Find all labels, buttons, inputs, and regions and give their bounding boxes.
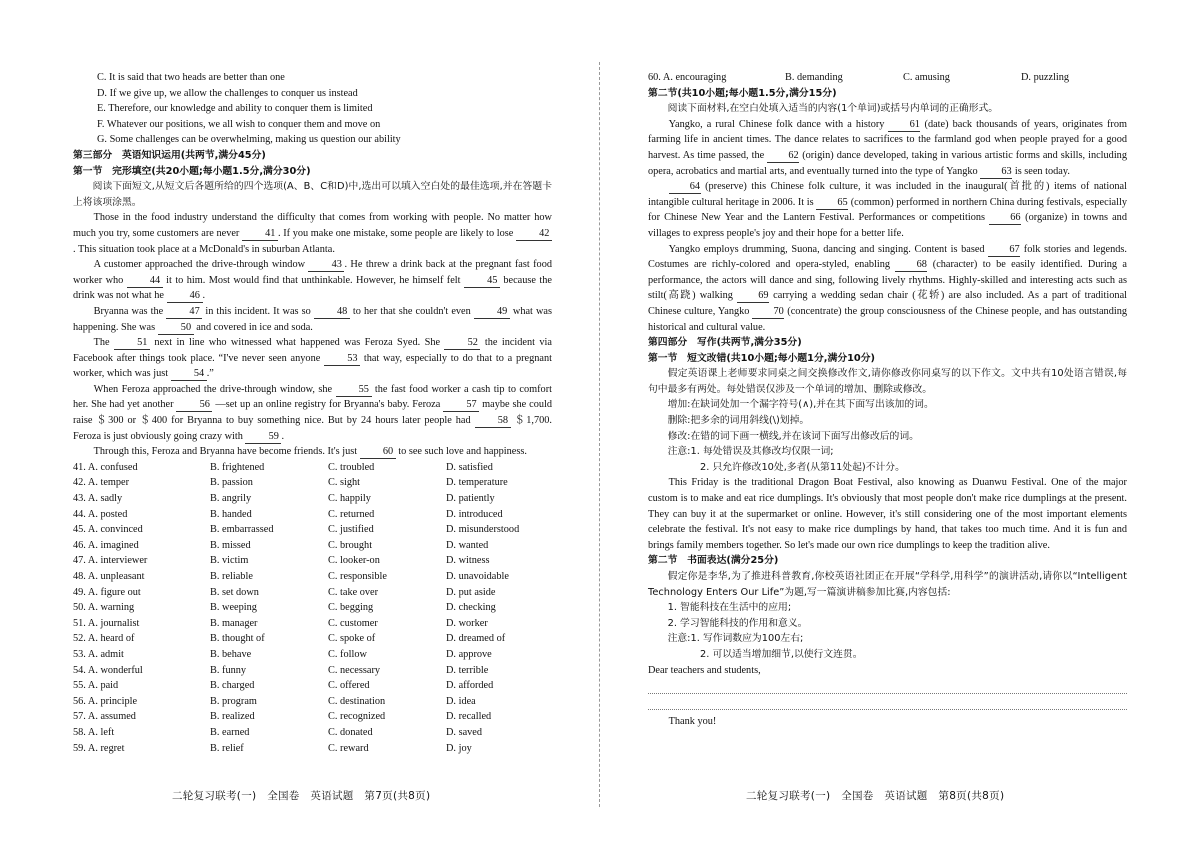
option-cell: C. brought [328,539,373,551]
option-cell: B. manager [210,617,258,629]
option-e: E. Therefore, our knowledge and ability to conquer them is limited [97,103,373,115]
part4-title: 第四部分 写作(共两节,满分35分) [648,337,802,349]
option-cell: 53. A. admit [73,648,124,660]
option-cell: 58. A. left [73,726,115,738]
writing-note-1: 注意:1. 写作词数应为100左右; [667,633,804,645]
blank-64: 64 [669,181,701,194]
option-cell: C. customer [328,617,378,629]
option-cell: D. terrible [446,664,489,676]
option-cell: C. donated [328,726,373,738]
option-cell: C. spoke of [328,633,376,645]
option-cell: 48. A. unpleasant [73,571,145,582]
option-cell: B. thought of [210,633,265,645]
option-cell: D. unavoidable [446,571,509,582]
section2-instructions: 阅读下面材料,在空白处填入适当的内容(1个单词)或括号内单词的正确形式。 [667,103,999,115]
grammar-fill-passage [648,117,1127,335]
blank-57: 57 [443,399,479,412]
writing-line [648,694,1127,710]
option-cell: 45. A. convinced [73,524,143,536]
option-cell: D. saved [446,726,483,738]
option-cell: C. necessary [328,664,381,676]
option-cell: B. handed [210,508,252,520]
option-cell: B. angrily [210,493,252,505]
option-cell: 44. A. posted [73,508,128,520]
option-cell: C. destination [328,695,386,707]
option-cell: C. returned [328,508,375,520]
option-cell: B. charged [210,680,255,692]
option-f: F. Whatever our positions, we all wish to conquer them and move on [97,118,381,130]
question-60-options [648,70,1127,86]
option-cell: B. passion [210,477,253,489]
blank-58: 58 [475,415,511,428]
blank-53: 53 [324,353,360,366]
blank-63: 63 [980,166,1012,179]
blank-65: 65 [816,197,848,210]
option-cell: D. afforded [446,680,494,692]
blank-66: 66 [989,212,1021,225]
section1-title: 第一节 完形填空(共20小题;每小题1.5分,满分30分) [73,165,311,177]
right-page [648,70,1127,730]
option-cell: D. checking [446,602,496,614]
option-c: C. It is said that two heads are better than one [97,72,285,83]
writing-point-1: 1. 智能科技在生活中的应用; [667,602,792,614]
option-cell: D. worker [446,617,488,629]
option-cell: B. embarrassed [210,524,274,536]
writing-instructions: 假定你是李华,为了推进科普教育,你校英语社团正在开展“学科学,用科学”的演讲活动,请你以“Intelligent Technology Enters Our Life”为题,写一篇演讲稿参加比赛,内容包括: [648,571,1127,598]
option-cell: C. justified [328,524,374,536]
rule-note-1: 注意:1. 每处错误及其修改均仅限一词; [667,446,834,458]
blank-45: 45 [464,275,500,288]
option-cell: C. reward [328,742,369,754]
blank-54: 54 [171,368,207,381]
option-cell: C. take over [328,586,379,598]
option-cell: B. behave [210,648,252,660]
rule-add: 增加:在缺词处加一个漏字符号(∧),并在其下面写出该加的词。 [667,399,934,411]
page-footer-right: 二轮复习联考(一) 全国卷 英语试题 第8页(共8页) [746,790,1005,802]
rule-note-2: 2. 只允许修改10处,多者(从第11处起)不计分。 [700,461,905,473]
blank-50: 50 [158,322,194,335]
section1-instructions: 阅读下面短文,从短文后各题所给的四个选项(A、B、C和D)中,选出可以填入空白处的最佳选项,并在答题卡上将该项涂黑。 [73,181,552,208]
option-cell: D. idea [446,695,476,707]
passage-paragraph: Yangko, a rural Chinese folk dance with a history 61 (date) back thousands of years, originates from farming life in ancient times. The dance relates to sacrifices to the farmland god when people prayed for a good harvest. As time passed, the 62 (origin) dance developed, taking in various artistic forms and skills, including opera, acrobatics and martial arts, and eventually turned into the type of Yangko 63 is seen today. [648,118,1127,177]
option-cell: D. put aside [446,586,496,598]
blank-44: 44 [127,275,163,288]
option-cell: B. earned [210,726,250,738]
essay-greeting: Dear teachers and students, [648,664,761,676]
passage-paragraph: Those in the food industry understand the difficulty that comes from working with people. No matter how much you try, some customers are never 41 . If you make one mistake, some people are likely to lose 42. This situation took place at a McDonald's in suburban Atlanta. [73,212,552,255]
option-cell: 56. A. principle [73,695,138,707]
option-cell: C. offered [328,680,370,692]
option-cell: C. begging [328,602,374,614]
passage-paragraph: Yangko employs drumming, Suona, dancing and singing. Content is based 67 folk stories and legends. Costumes are richly-colored and opera-styled, enabling 68 (character) to be easily identified. During a performance, the actors will dance and sing, following lively rhythms. Highly-skilled and interesting acts such as stilt(高跷) walking 69 carrying a wedding sedan chair (花轿) are also included. As a part of traditional Chinese culture, Yangko 70 (concentrate) the group consciousness of the Chinese people, and has outstanding historical and cultural value. [648,243,1127,333]
blank-52: 52 [444,337,480,350]
option-cell: 43. A. sadly [73,493,123,505]
option-cell: B. realized [210,711,255,723]
writing-line [648,678,1127,694]
left-page [73,70,552,756]
blank-60: 60 [360,446,396,459]
option-cell: B. set down [210,586,259,598]
option-cell: 55. A. paid [73,680,119,692]
passage-paragraph: A customer approached the drive-through window 43 . He threw a drink back at the pregnant fast food worker who 44 it to him. Most would find that unthinkable. However, he himself felt 45 because the drink was not what he 46 . [73,259,552,302]
page-footer-left: 二轮复习联考(一) 全国卷 英语试题 第7页(共8页) [172,790,431,802]
passage-paragraph: 64 (preserve) this Chinese folk culture, it was included in the inaugural(首批的) items of national intangible cultural heritage in 2006. It is 65 (common) performed in northern China during festivals, especially for Chinese New Year and the Lantern Festival. Performances or competitions 66 (organize) in towns and villages to express people's joy and their hope for a better life. [648,181,1128,239]
option-cell: B. relief [210,742,244,754]
blank-68: 68 [895,259,927,272]
option-cell: 41. A. confused [73,461,138,473]
option-cell: D. patiently [446,493,495,505]
option-cell: 42. A. temper [73,477,130,489]
option-cell: 59. A. regret [73,742,125,754]
option-cell: C. looker-on [328,555,380,567]
option-cell: 51. A. journalist [73,617,140,629]
q60-option-c: C. amusing [903,72,950,83]
answer-options [73,460,552,756]
option-cell: D. approve [446,648,492,660]
option-cell: D. temperature [446,477,508,489]
writing-point-2: 2. 学习智能科技的作用和意义。 [667,617,808,629]
error-correction-text: This Friday is the traditional Dragon Boat Festival, also knowing as Duanwu Festival. One of the major custom is to make and eat rice dumplings. It's obviously that most people don't make rice dumplings at the present. They can buy it at the supermarket or online. However, it's still considering one of the most important elements celebrate the festival. It's not easy to make rice dumplings by hand, that takes too much time. And it is fun and brings family members together. So let's made our own rice dumplings to keep the tradition alive. [648,477,1127,551]
option-cell: 57. A. assumed [73,711,136,723]
writing-title: 第二节 书面表达(满分25分) [648,555,779,567]
rule-modify: 修改:在错的词下画一横线,并在该词下面写出修改后的词。 [667,430,919,442]
blank-69: 69 [737,290,769,303]
error-correction-instructions: 假定英语课上老师要求同桌之间交换修改作文,请你修改你同桌写的以下作文。文中共有10处语言错误,每句中最多有两处。每处错误仅涉及一个单词的增加、删除或修改。 [648,368,1127,395]
blank-43: 43 [308,259,344,272]
option-cell: B. victim [210,555,249,567]
option-d: D. If we give up, we allow the challenges to conquer us instead [97,87,358,99]
option-cell: B. program [210,695,257,707]
option-cell: D. dreamed of [446,633,506,645]
blank-62: 62 [767,150,799,163]
part3-title: 第三部分 英语知识运用(共两节,满分45分) [73,149,266,161]
passage-paragraph: When Feroza approached the drive-through window, she 55 the fast food worker a cash tip to comfort her. She had yet another 56 —set up an online registry for Bryanna's baby. Feroza 57 maybe she could raise ＄300 or ＄400 for Bryanna to buy something nice. But by 24 hours later people had 58 ＄1,700. Feroza is just obviously going crazy with 59 . [73,383,553,442]
option-cell: 49. A. figure out [73,586,141,598]
error-correction-title: 第一节 短文改错(共10小题;每小题1分,满分10分) [648,352,876,364]
option-cell: D. joy [446,742,472,754]
passage-paragraph: Through this, Feroza and Bryanna have become friends. It's just 60 to see such love and happiness. [93,446,527,458]
blank-55: 55 [336,384,372,397]
cloze-passage [73,210,552,460]
blank-61: 61 [888,119,920,132]
option-cell: C. recognized [328,711,386,723]
option-cell: B. reliable [210,571,253,582]
option-cell: D. introduced [446,508,503,520]
q60-option-d: D. puzzling [1021,72,1070,83]
blank-49: 49 [474,306,510,319]
passage-paragraph: The 51 next in line who witnessed what happened was Feroza Syed. She 52 the incident via Facebook after things took place. “I've never seen anyone 53 that way, especially to do that to a pregnant worker, which was just 54 .” [73,337,552,380]
option-cell: D. misunderstood [446,524,520,536]
option-cell: D. recalled [446,711,492,723]
rule-delete: 删除:把多余的词用斜线(\)划掉。 [667,415,810,427]
blank-41: 41 [242,228,278,241]
page-divider [599,62,600,807]
option-cell: B. weeping [210,602,257,614]
blank-46: 46 [167,290,203,303]
option-cell: B. funny [210,664,247,676]
blank-42: 42 [516,228,552,241]
option-cell: 52. A. heard of [73,633,135,645]
option-cell: C. happily [328,493,371,505]
blank-70: 70 [752,306,784,319]
passage-paragraph: Bryanna was the 47 in this incident. It was so 48 to her that she couldn't even 49 what was happening. She was 50 and covered in ice and soda. [73,305,552,333]
option-cell: 47. A. interviewer [73,555,148,567]
blank-47: 47 [166,306,202,319]
blank-48: 48 [314,306,350,319]
section2-title: 第二节(共10小题;每小题1.5分,满分15分) [648,87,837,99]
option-cell: D. satisfied [446,461,493,473]
option-cell: C. troubled [328,461,375,473]
option-cell: B. frightened [210,461,265,473]
option-cell: D. wanted [446,539,489,551]
option-cell: D. witness [446,555,490,567]
option-cell: 46. A. imagined [73,539,139,551]
writing-note-2: 2. 可以适当增加细节,以使行文连贯。 [700,648,863,660]
option-cell: C. sight [328,477,361,489]
essay-closing: Thank you! [668,716,717,728]
q60-option-b: B. demanding [785,72,843,83]
option-cell: 54. A. wonderful [73,664,143,676]
option-cell: C. responsible [328,571,387,582]
blank-51: 51 [114,337,150,350]
option-g: G. Some challenges can be overwhelming, making us question our ability [97,134,401,146]
blank-59: 59 [245,431,281,444]
previous-options [73,70,552,148]
option-cell: C. follow [328,648,367,660]
blank-56: 56 [176,399,212,412]
q60-option-a: 60. A. encouraging [648,72,727,83]
option-cell: 50. A. warning [73,602,135,614]
blank-67: 67 [988,244,1020,257]
option-cell: B. missed [210,539,251,551]
